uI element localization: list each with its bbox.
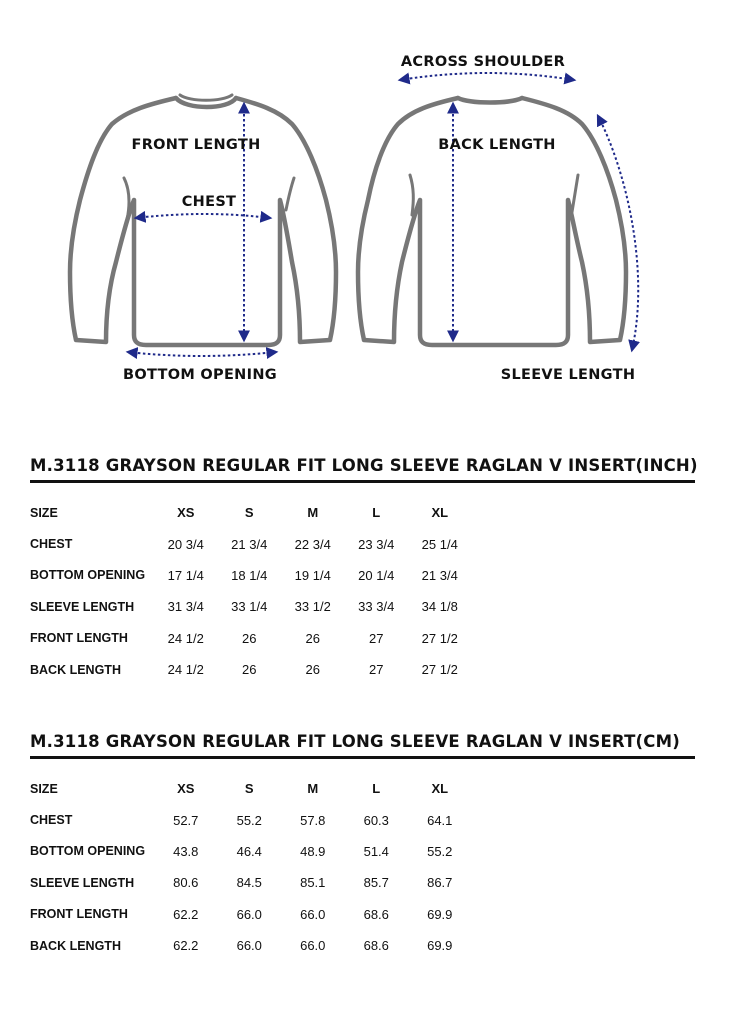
table-cell: 62.2 [173,938,199,954]
table-cell: 20 1/4 [358,567,395,583]
table-cell: 66.0 [236,938,262,954]
header-m: M [307,505,319,521]
bottom-opening-arrow [128,352,276,356]
header-m: M [307,781,319,797]
table-cell: 18 1/4 [231,567,268,583]
bottom-opening-label: BOTTOM OPENING [123,367,277,383]
row-label: BACK LENGTH [30,662,121,677]
header-xl: XL [431,505,449,521]
table-row [30,804,472,835]
table-cell: 84.5 [236,875,262,891]
table-cell: 25 1/4 [421,536,458,552]
table-cell: 64.1 [427,812,453,828]
header-size: SIZE [30,505,58,520]
table-row [30,836,472,867]
front-shirt-outline [70,95,336,345]
table-cell: 85.7 [363,875,389,891]
header-s: S [244,781,254,797]
table-cell: 33 1/2 [294,599,331,615]
table-cell: 55.2 [236,812,262,828]
row-label: FRONT LENGTH [30,907,128,922]
table-cell: 48.9 [300,843,326,859]
table-cell: 33 1/4 [231,599,268,615]
across-shoulder-label: ACROSS SHOULDER [400,54,566,70]
back-shirt-outline [358,98,626,345]
row-label: SLEEVE LENGTH [30,599,135,614]
table-cell: 68.6 [363,938,389,954]
table-cell: 27 [369,630,384,646]
table-cell: 60.3 [363,812,389,828]
table-cell: 19 1/4 [294,567,331,583]
inch-size-section [30,455,730,685]
header-size: SIZE [30,781,58,796]
cm-size-section [30,731,730,961]
header-xs: XS [177,505,195,521]
table-cell: 85.1 [300,875,326,891]
row-label: BOTTOM OPENING [30,568,146,583]
table-row [30,654,472,685]
table-cell: 69.9 [427,938,453,954]
table-cell: 55.2 [427,843,453,859]
table-cell: 31 3/4 [167,599,204,615]
inch-table-title: M.3118 GRAYSON REGULAR FIT LONG SLEEVE RAGLAN V INSERT(INCH) [30,456,698,475]
cm-size-table [30,773,472,961]
table-cell: 51.4 [363,843,389,859]
table-cell: 23 3/4 [358,536,395,552]
table-cell: 26 [242,630,257,646]
header-l: L [372,505,381,521]
table-cell: 66.0 [236,906,262,922]
table-cell: 46.4 [236,843,262,859]
sleeve-length-arrow [598,116,638,350]
table-cell: 24 1/2 [167,662,204,678]
cm-table-title: M.3118 GRAYSON REGULAR FIT LONG SLEEVE RAGLAN V INSERT(CM) [30,732,680,751]
table-cell: 43.8 [173,843,199,859]
table-header-row [30,773,472,804]
table-cell: 57.8 [300,812,326,828]
inch-title-rule [30,480,695,483]
front-length-label: FRONT LENGTH [131,137,261,153]
back-length-label: BACK LENGTH [438,137,556,153]
inch-size-table [30,497,472,685]
table-cell: 24 1/2 [167,630,204,646]
row-label: FRONT LENGTH [30,631,128,646]
header-xl: XL [431,781,449,797]
row-label: CHEST [30,813,73,828]
table-row [30,591,472,622]
chest-arrow [136,214,270,218]
sleeve-length-label: SLEEVE LENGTH [500,367,636,383]
table-cell: 66.0 [300,938,326,954]
header-s: S [244,505,254,521]
table-header-row [30,497,472,528]
header-l: L [372,781,381,797]
table-cell: 21 3/4 [231,536,268,552]
table-row [30,867,472,898]
row-label: BOTTOM OPENING [30,844,146,859]
garment-measurement-diagram [0,0,746,400]
across-shoulder-arrow [400,73,574,80]
row-label: BACK LENGTH [30,938,121,953]
cm-title-rule [30,756,695,759]
table-cell: 26 [305,630,320,646]
table-cell: 62.2 [173,906,199,922]
chest-label: CHEST [181,194,237,210]
table-cell: 27 [369,662,384,678]
table-cell: 21 3/4 [421,567,458,583]
table-cell: 86.7 [427,875,453,891]
table-cell: 80.6 [173,875,199,891]
table-cell: 34 1/8 [421,599,458,615]
row-label: CHEST [30,537,73,552]
table-cell: 26 [242,662,257,678]
table-cell: 52.7 [173,812,199,828]
table-cell: 22 3/4 [294,536,331,552]
table-cell: 27 1/2 [421,630,458,646]
table-cell: 33 3/4 [358,599,395,615]
table-row [30,623,472,654]
table-row [30,899,472,930]
table-cell: 20 3/4 [167,536,204,552]
table-cell: 17 1/4 [167,567,204,583]
table-row [30,560,472,591]
table-cell: 26 [305,662,320,678]
table-cell: 69.9 [427,906,453,922]
table-cell: 66.0 [300,906,326,922]
table-cell: 68.6 [363,906,389,922]
table-row [30,930,472,961]
header-xs: XS [177,781,195,797]
table-row [30,528,472,559]
table-cell: 27 1/2 [421,662,458,678]
row-label: SLEEVE LENGTH [30,875,135,890]
